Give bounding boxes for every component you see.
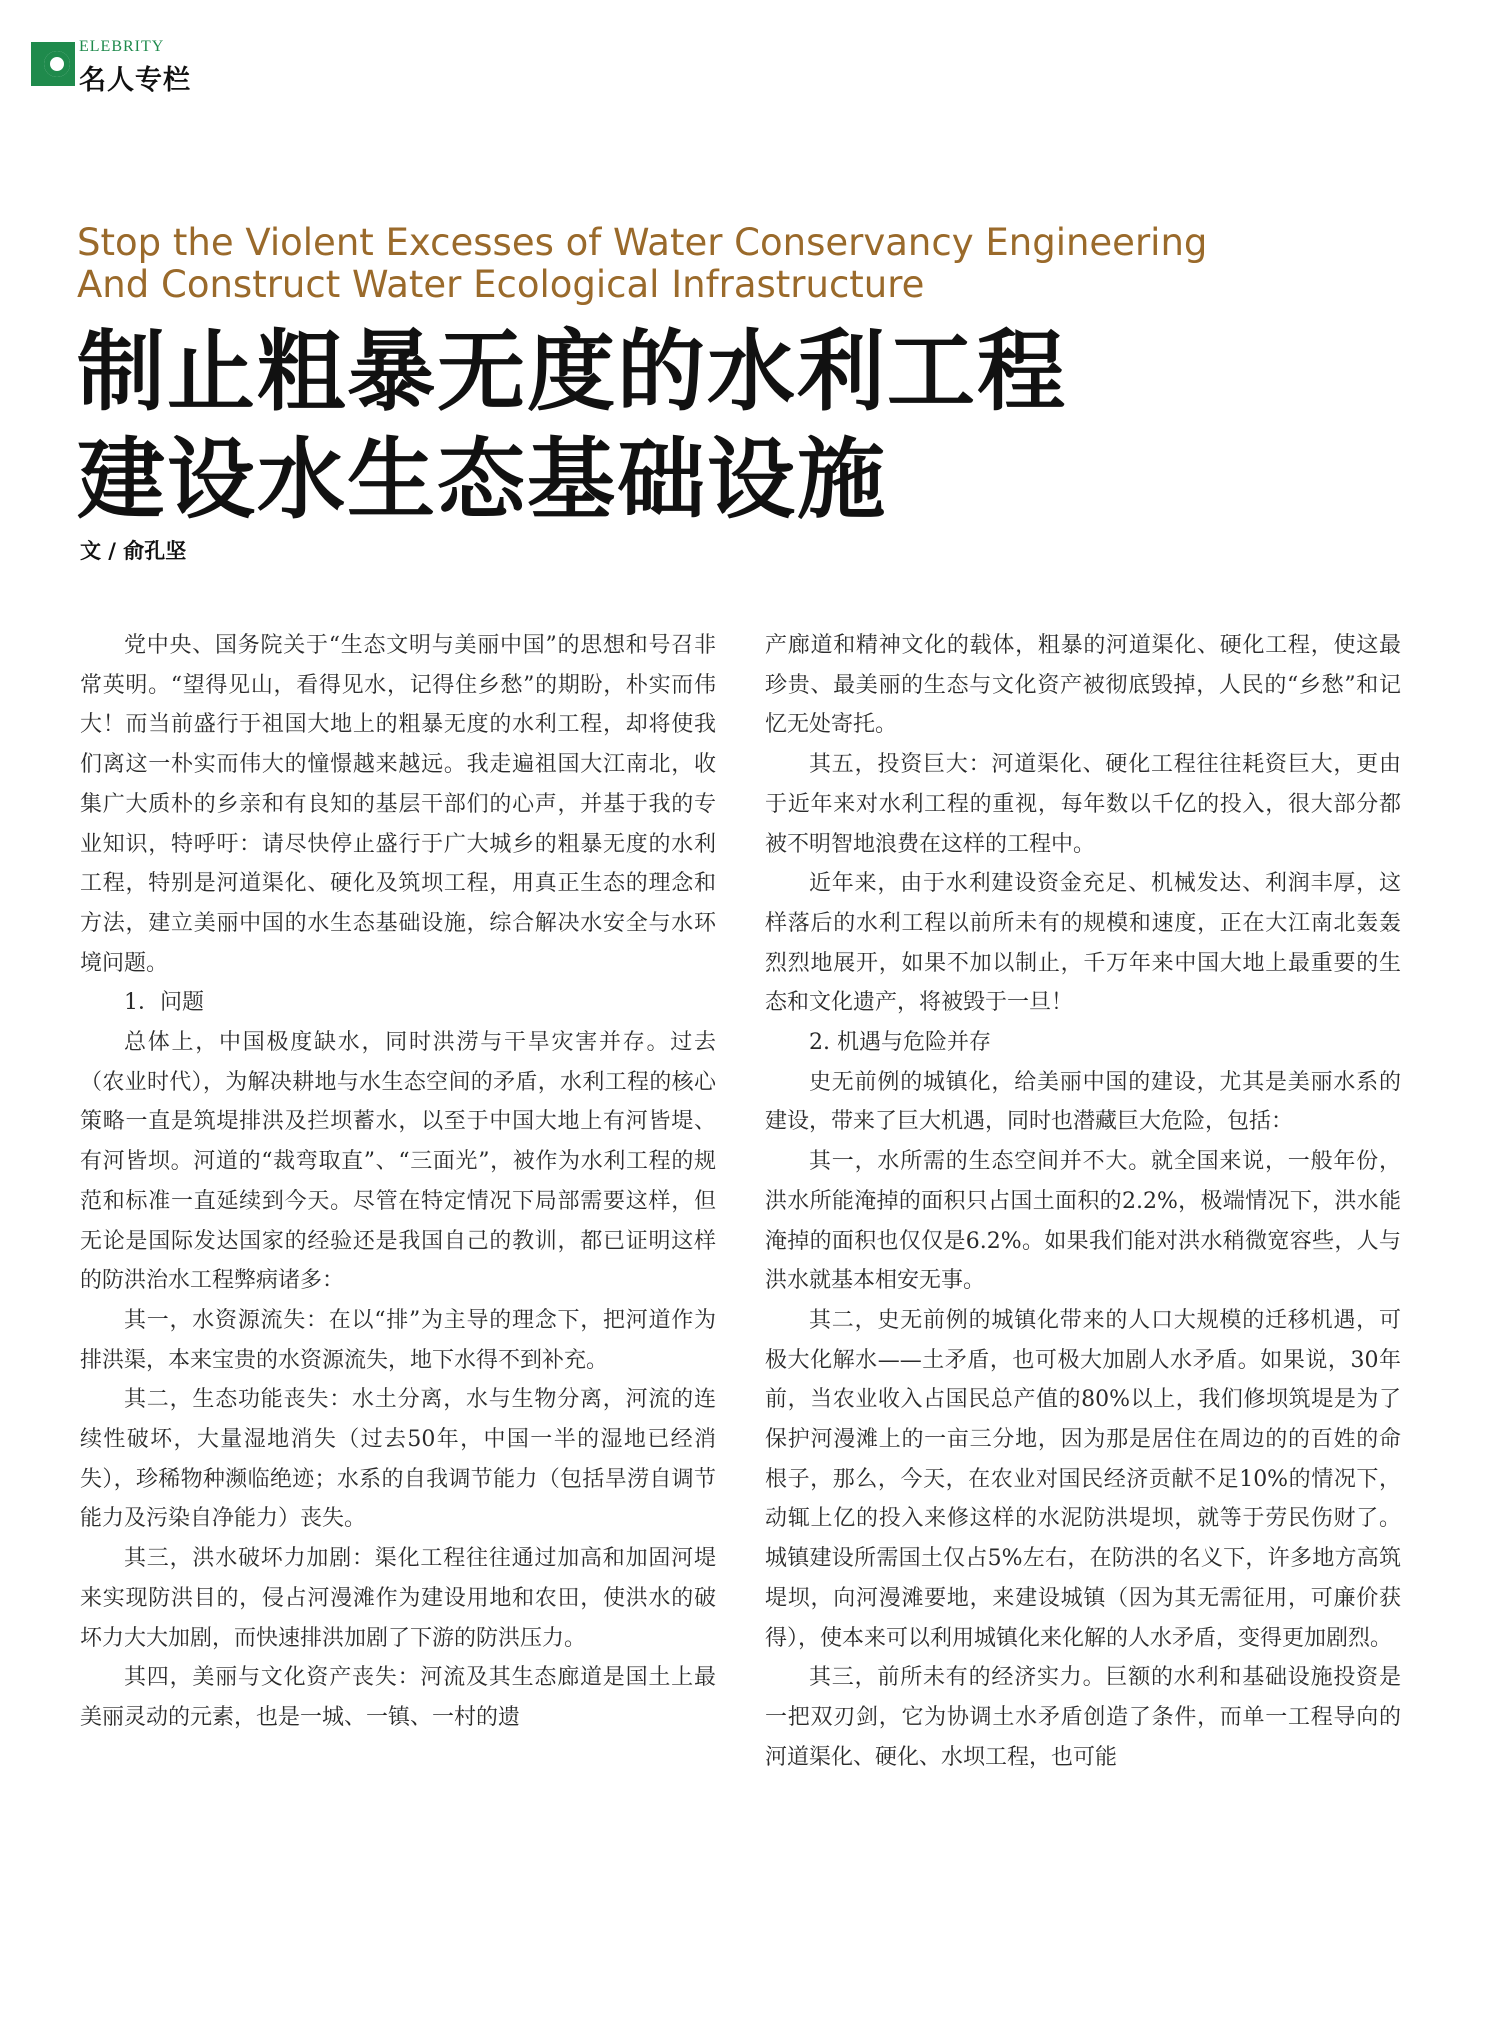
paragraph: 总体上，中国极度缺水，同时洪涝与干旱灾害并存。过去（农业时代），为解决耕地与水生态空间的矛盾，水利工程的核心策略一直是筑堤排洪及拦坝蓄水，以至于中国大地上有河皆堤、有河皆坝。河道的“裁弯取直”、“三面光”，被作为水利工程的规范和标准一直延续到今天。尽管在特定情况下局部需要这样，但无论是国际发达国家的经验还是我国自己的教训，都已证明这样的防洪治水工程弊病诸多： <box>80 1030 716 1294</box>
paragraph: 其三，前所未有的经济实力。巨额的水利和基础设施投资是一把双刃剑，它为协调土水矛盾创造了条件，而单一工程导向的河道渠化、硬化、水坝工程，也可能 <box>765 1665 1401 1770</box>
section-heading: 1．问题 <box>124 990 204 1016</box>
english-title <box>77 222 1277 306</box>
english-title-line-1: Stop the Violent Excesses of Water Conservancy Engineering <box>77 221 1208 264</box>
paragraph: 产廊道和精神文化的载体，粗暴的河道渠化、硬化工程，使这最珍贵、最美丽的生态与文化资产被彻底毁掉，人民的“乡愁”和记忆无处寄托。 <box>765 633 1401 738</box>
paragraph: 其三，洪水破坏力加剧：渠化工程往往通过加高和加固河堤来实现防洪目的，侵占河漫滩作为建设用地和农田，使洪水的破坏力大大加剧，而快速排洪加剧了下游的防洪压力。 <box>80 1546 716 1651</box>
paragraph: 史无前例的城镇化，给美丽中国的建设，尤其是美丽水系的建设，带来了巨大机遇，同时也潜藏巨大危险，包括： <box>765 1069 1401 1135</box>
logo-c-mark <box>31 42 75 86</box>
section-heading: 2. 机遇与危险并存 <box>809 1030 991 1056</box>
left-column <box>80 626 716 1738</box>
paragraph: 近年来，由于水利建设资金充足、机械发达、利润丰厚，这样落后的水利工程以前所未有的规模和速度，正在大江南北轰轰烈烈地展开，如果不加以制止，千万年来中国大地上最重要的生态和文化遗产，将被毁于一旦！ <box>765 871 1401 1016</box>
english-title-line-2: And Construct Water Ecological Infrastructure <box>77 263 925 306</box>
logo-column-label: 名人专栏 <box>79 65 191 96</box>
paragraph: 其一，水资源流失：在以“排”为主导的理念下，把河道作为排洪渠，本来宝贵的水资源流失，地下水得不到补充。 <box>80 1307 716 1373</box>
paragraph: 其四，美丽与文化资产丧失：河流及其生态廊道是国土上最美丽灵动的元素，也是一城、一镇、一村的遗 <box>80 1665 716 1730</box>
chinese-title-line-1: 制止粗暴无度的水利工程 <box>77 320 1068 423</box>
paragraph: 党中央、国务院关于“生态文明与美丽中国”的思想和号召非常英明。“望得见山，看得见水，记得住乡愁”的期盼，朴实而伟大！而当前盛行于祖国大地上的粗暴无度的水利工程，却将使我们离这一朴实而伟大的憧憬越来越远。我走遍祖国大江南北，收集广大质朴的乡亲和有良知的基层干部们的心声，并基于我的专业知识，特呼吁：请尽快停止盛行于广大城乡的粗暴无度的水利工程，特别是河道渠化、硬化及筑坝工程，用真正生态的理念和方法，建立美丽中国的水生态基础设施，综合解决水安全与水环境问题。 <box>80 633 716 976</box>
chinese-title-line-2: 建设水生态基础设施 <box>77 428 888 531</box>
column-logo <box>31 38 201 96</box>
logo-celebrity-text: ELEBRITY <box>79 38 165 55</box>
right-column <box>765 626 1401 1777</box>
paragraph: 其二，生态功能丧失：水土分离，水与生物分离，河流的连续性破坏，大量湿地消失（过去50年，中国一半的湿地已经消失），珍稀物种濒临绝迹；水系的自我调节能力（包括旱涝自调节能力及污染自净能力）丧失。 <box>80 1387 716 1532</box>
paragraph: 其五，投资巨大：河道渠化、硬化工程往往耗资巨大，更由于近年来对水利工程的重视，每年数以千亿的投入，很大部分都被不明智地浪费在这样的工程中。 <box>765 752 1401 857</box>
paragraph: 其一，水所需的生态空间并不大。就全国来说，一般年份，洪水所能淹掉的面积只占国土面积的2.2%，极端情况下，洪水能淹掉的面积也仅仅是6.2%。如果我们能对洪水稍微宽容些，人与洪水就基本相安无事。 <box>765 1149 1401 1294</box>
chinese-title <box>77 318 1377 534</box>
paragraph: 其二，史无前例的城镇化带来的人口大规模的迁移机遇，可极大化解水——土矛盾，也可极大加剧人水矛盾。如果说，30年前，当农业收入占国民总产值的80%以上，我们修坝筑堤是为了保护河漫滩上的一亩三分地，因为那是居住在周边的的百姓的命根子，那么，今天，在农业对国民经济贡献不足10%的情况下，动辄上亿的投入来修这样的水泥防洪堤坝，就等于劳民伤财了。城镇建设所需国土仅占5%左右，在防洪的名义下，许多地方高筑堤坝，向河漫滩要地，来建设城镇（因为其无需征用，可廉价获得），使本来可以利用城镇化来化解的人水矛盾，变得更加剧烈。 <box>765 1307 1401 1651</box>
author-byline: 文 / 俞孔坚 <box>80 539 187 563</box>
